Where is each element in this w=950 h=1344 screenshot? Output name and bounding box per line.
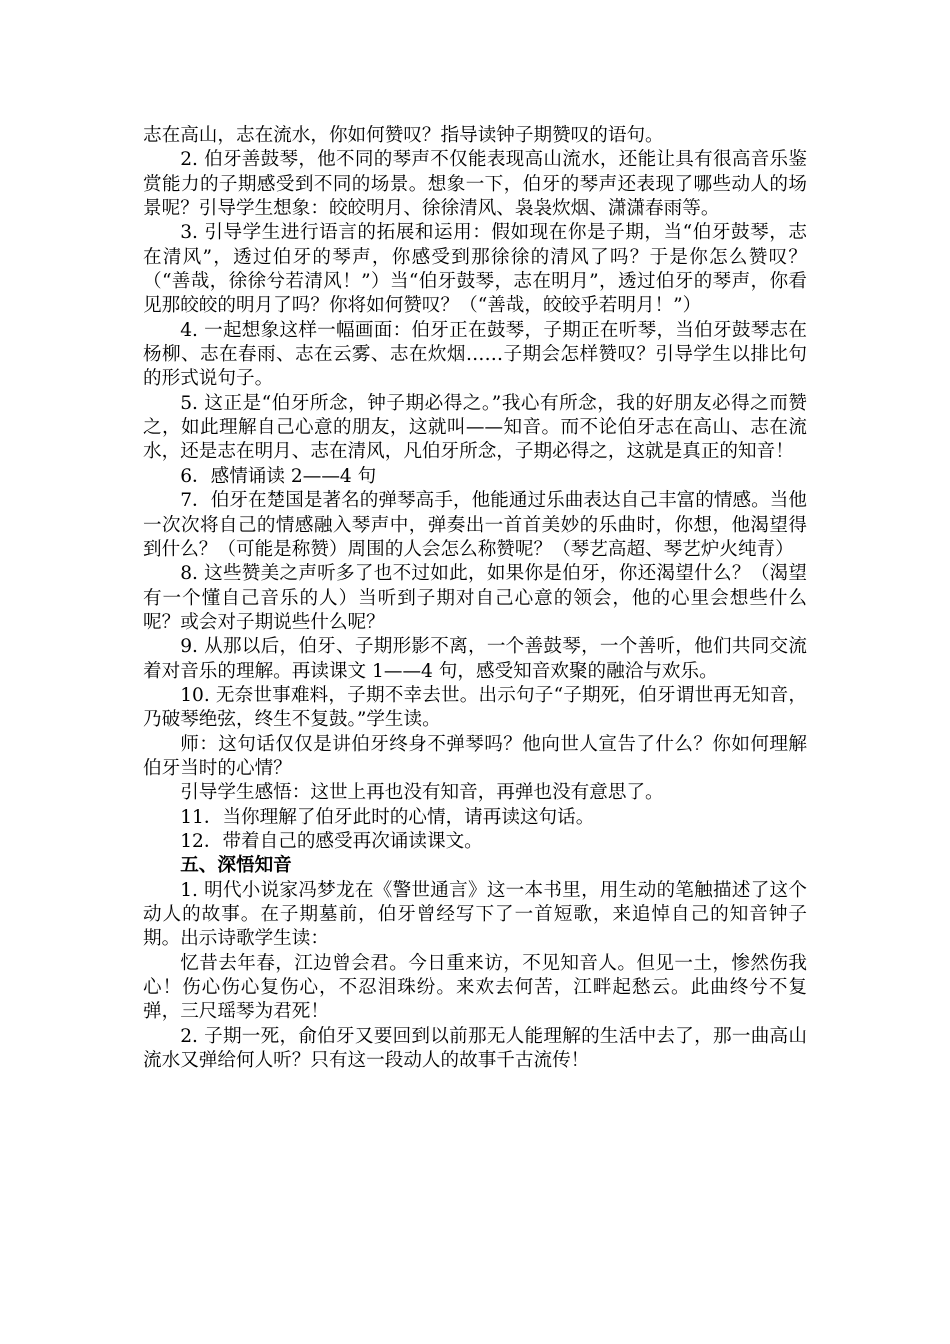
body-paragraph: 1. 明代小说家冯梦龙在《警世通言》这一本书里，用生动的笔触描述了这个动人的故事。在子期墓前，伯牙曾经写下了一首短歌，来追悼自己的知音钟子期。出示诗歌学生读： — [143, 879, 807, 950]
body-paragraph: 10. 无奈世事难料，子期不幸去世。出示句子“子期死，伯牙谓世再无知音，乃破琴绝弦，终生不复鼓。”学生读。 — [143, 684, 807, 731]
body-paragraph: 9. 从那以后，伯牙、子期形影不离，一个善鼓琴，一个善听，他们共同交流着对音乐的理解。再读课文 1——4 句，感受知音欢聚的融洽与欢乐。 — [143, 636, 807, 682]
body-paragraph: 6．感情诵读 2——4 句 — [180, 465, 377, 487]
body-paragraph: 2. 子期一死，俞伯牙又要回到以前那无人能理解的生活中去了，那一曲高山流水又弹给何人听？只有这一段动人的故事千古流传！ — [143, 1025, 807, 1072]
body-paragraph: 师：这句话仅仅是讲伯牙终身不弹琴吗？他向世人宣告了什么？你如何理解伯牙当时的心情？ — [143, 733, 807, 779]
body-paragraph: 2. 伯牙善鼓琴，他不同的琴声不仅能表现高山流水，还能让具有很高音乐鉴赏能力的子期感受到不同的场景。想象一下，伯牙的琴声还表现了哪些动人的场景呢？引导学生想象：皎皎明月、徐徐清风、袅袅炊烟、潇潇春雨等。 — [143, 149, 807, 220]
body-paragraph: 志在高山，志在流水，你如何赞叹？指导读钟子期赞叹的语句。 — [143, 125, 664, 146]
section-heading: 五、深悟知音 — [180, 855, 292, 877]
body-paragraph: 7．伯牙在楚国是著名的弹琴高手，他能通过乐曲表达自己丰富的情感。当他一次次将自己的情感融入琴声中，弹奏出一首首美妙的乐曲时，你想，他渴望得到什么？（可能是称赞）周围的人会怎么称赞呢？（琴艺高超、琴艺炉火纯青） — [143, 490, 807, 560]
body-paragraph: 4. 一起想象这样一幅画面：伯牙正在鼓琴，子期正在听琴，当伯牙鼓琴志在杨柳、志在春雨、志在云雾、志在炊烟……子期会怎样赞叹？引导学生以排比句的形式说句子。 — [143, 319, 807, 390]
body-paragraph: 8. 这些赞美之声听多了也不过如此，如果你是伯牙，你还渴望什么？（渴望有一个懂自己音乐的人）当听到子期对自己心意的领会，他的心里会想些什么呢？或会对子期说些什么呢？ — [143, 563, 807, 633]
body-paragraph: 忆昔去年春，江边曾会君。今日重来访，不见知音人。但见一土，惨然伤我心！伤心伤心复伤心，不忍泪珠纷。来欢去何苦，江畔起愁云。此曲终兮不复弹，三尺瑶琴为君死！ — [143, 952, 807, 1023]
body-paragraph: 11．当你理解了伯牙此时的心情，请再读这句话。 — [180, 806, 595, 828]
body-paragraph: 引导学生感悟：这世上再也没有知音，再弹也没有意思了。 — [180, 782, 664, 804]
body-paragraph: 5. 这正是“伯牙所念，钟子期必得之。”我心有所念，我的好朋友必得之而赞之，如此理解自己心意的朋友，这就叫——知音。而不论伯牙志在高山、志在流水，还是志在明月、志在清风，凡伯牙所念，子期必得之，这就是真正的知音！ — [143, 392, 807, 463]
document-page — [143, 124, 807, 1073]
body-paragraph: 3. 引导学生进行语言的拓展和运用：假如现在你是子期，当“伯牙鼓琴，志在清风”，透过伯牙的琴声，你感受到那徐徐的清风了吗？于是你怎么赞叹？（“善哉，徐徐兮若清风！”）当“伯牙鼓琴，志在明月”，透过伯牙的琴声，你看见那皎皎的明月了吗？你将如何赞叹？（“善哉，皎皎乎若明月！”） — [143, 222, 807, 317]
body-paragraph: 12．带着自己的感受再次诵读课文。 — [180, 830, 483, 852]
